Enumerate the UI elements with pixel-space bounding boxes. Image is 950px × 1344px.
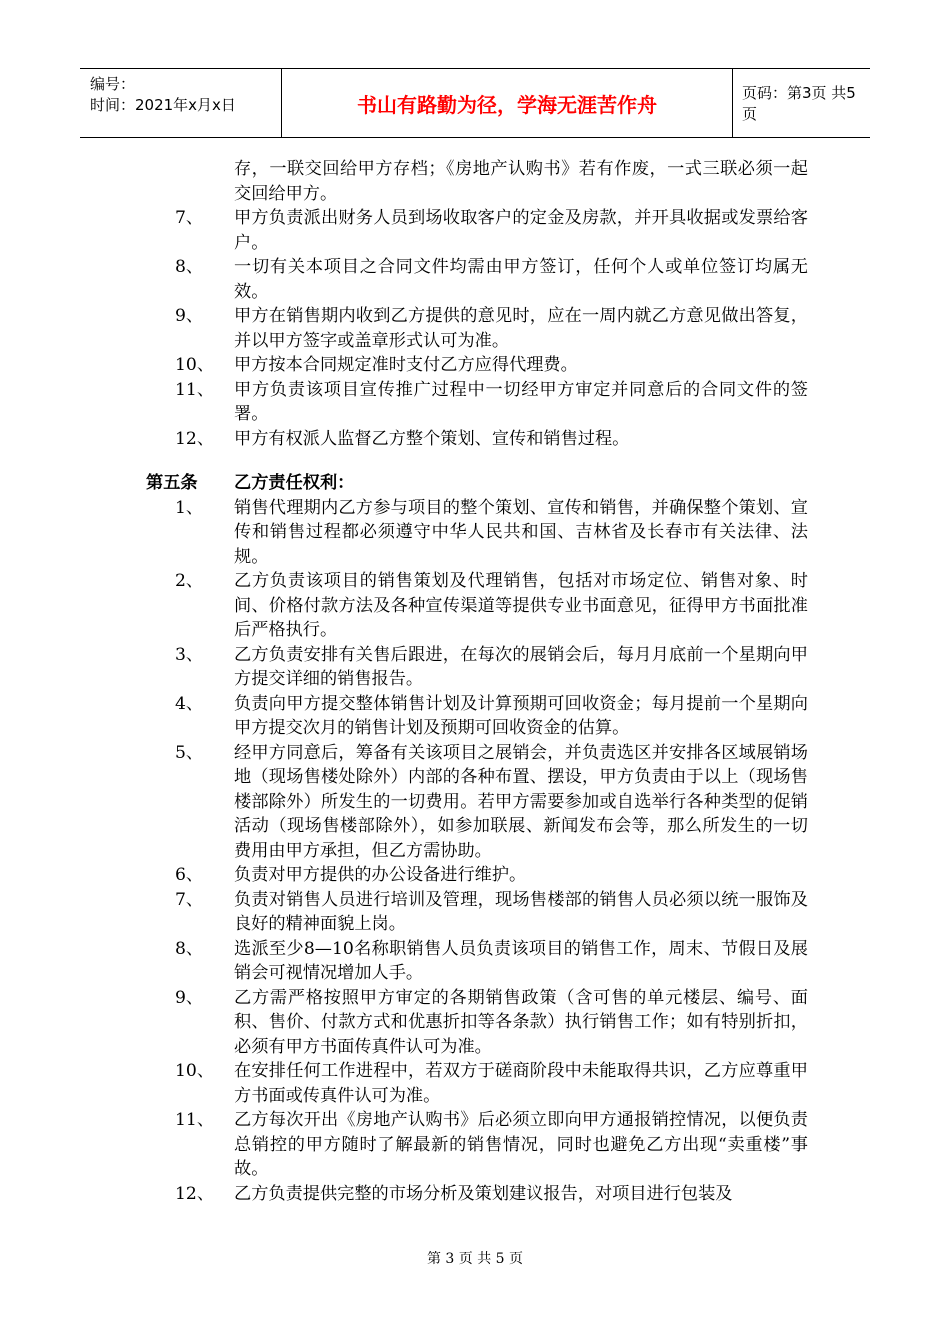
item-text: 负责向甲方提交整体销售计划及计算预期可回收资金；每月提前一个星期向甲方提交次月的销售计划及预期可回收资金的估算。 xyxy=(234,693,808,738)
item-text: 选派至少8—10名称职销售人员负责该项目的销售工作，周末、节假日及展销会可视情况增加人手。 xyxy=(234,938,808,983)
list-item xyxy=(0,255,950,304)
list-item xyxy=(0,643,950,692)
header-meta xyxy=(80,69,280,137)
continuation-paragraph xyxy=(0,157,950,206)
item-text: 乙方负责该项目的销售策划及代理销售，包括对市场定位、销售对象、时间、价格付款方法及各种宣传渠道等提供专业书面意见，征得甲方书面批准后严格执行。 xyxy=(234,571,808,640)
page-footer: 第 3 页 共 5 页 xyxy=(426,1251,524,1267)
date-label: 时间：2021年x月x日 xyxy=(90,96,236,114)
list-item xyxy=(0,692,950,741)
list-item xyxy=(0,1059,950,1108)
item-number: 10、 xyxy=(175,1061,215,1081)
list-item xyxy=(0,353,950,378)
article-title: 乙方责任权利： xyxy=(234,473,355,493)
item-number: 1、 xyxy=(175,497,204,518)
item-number: 3、 xyxy=(175,644,204,665)
item-text: 负责对销售人员进行培训及管理，现场售楼部的销售人员必须以统一服饰及良好的精神面貌上岗。 xyxy=(234,889,808,934)
item-text: 甲方负责派出财务人员到场收取客户的定金及房款，并开具收据或发票给客户。 xyxy=(234,208,808,253)
continuation-text: 存，一联交回给甲方存档；《房地产认购书》若有作废，一式三联必须一起交回给甲方。 xyxy=(234,159,808,204)
item-text: 甲方有权派人监督乙方整个策划、宣传和销售过程。 xyxy=(234,428,630,449)
code-label: 编号： xyxy=(90,75,136,93)
item-number: 5、 xyxy=(175,742,204,763)
item-number: 10、 xyxy=(175,355,215,375)
item-number: 9、 xyxy=(175,987,204,1008)
list-item xyxy=(0,1182,950,1207)
list-item xyxy=(0,496,950,570)
item-text: 乙方负责提供完整的市场分析及策划建议报告，对项目进行包装及 xyxy=(234,1183,733,1204)
item-text: 一切有关本项目之合同文件均需由甲方签订，任何个人或单位签订均属无效。 xyxy=(234,257,808,302)
item-number: 7、 xyxy=(175,889,204,910)
item-text: 乙方每次开出《房地产认购书》后必须立即向甲方通报销控情况，以便负责总销控的甲方随时了解最新的销售情况，同时也避免乙方出现“卖重楼”事故。 xyxy=(234,1110,808,1179)
item-text: 在安排任何工作进程中，若双方于磋商阶段中未能取得共识，乙方应尊重甲方书面或传真件认可为准。 xyxy=(234,1061,808,1106)
item-number: 12、 xyxy=(175,1183,215,1204)
item-number: 8、 xyxy=(175,257,204,277)
list-item xyxy=(0,741,950,864)
item-text: 乙方负责安排有关售后跟进，在每次的展销会后，每月月底前一个星期向甲方提交详细的销售报告。 xyxy=(234,644,808,689)
item-number: 6、 xyxy=(175,865,204,885)
article-heading xyxy=(0,471,950,496)
list-item xyxy=(0,206,950,255)
list-item xyxy=(0,569,950,643)
item-number: 8、 xyxy=(175,938,204,959)
header-motto: 书山有路勤为径，学海无涯苦作舟 xyxy=(281,69,733,137)
list-item xyxy=(0,1108,950,1182)
page-header xyxy=(80,68,870,138)
list-item xyxy=(0,888,950,937)
spacer xyxy=(0,451,950,471)
item-number: 7、 xyxy=(175,208,204,228)
item-text: 乙方需严格按照甲方审定的各期销售政策（含可售的单元楼层、编号、面积、售价、付款方式和优惠折扣等各条款）执行销售工作；如有特别折扣，必须有甲方书面传真件认可为准。 xyxy=(234,987,808,1057)
item-text: 甲方负责该项目宣传推广过程中一切经甲方审定并同意后的合同文件的签署。 xyxy=(234,379,808,424)
item-text: 甲方在销售期内收到乙方提供的意见时，应在一周内就乙方意见做出答复，并以甲方签字或盖章形式认可为准。 xyxy=(234,306,808,351)
item-text: 甲方按本合同规定准时支付乙方应得代理费。 xyxy=(234,355,578,375)
section5-list xyxy=(0,496,950,1207)
list-item xyxy=(0,378,950,427)
item-text: 销售代理期内乙方参与项目的整个策划、宣传和销售，并确保整个策划、宣传和销售过程都必须遵守中华人民共和国、吉林省及长春市有关法律、法规。 xyxy=(234,497,808,567)
item-number: 12、 xyxy=(175,428,215,449)
list-item xyxy=(0,863,950,888)
list-item xyxy=(0,986,950,1060)
article-number: 第五条 xyxy=(146,473,198,493)
list-item xyxy=(0,427,950,452)
item-text: 经甲方同意后，筹备有关该项目之展销会，并负责选区并安排各区域展销场地（现场售楼处除外）内部的各种布置、摆设，甲方负责由于以上（现场售楼部除外）所发生的一切费用。若甲方需要参加或自选举行各种类型的促销活动（现场售楼部除外），如参加联展、新闻发布会等，那么所发生的一切费用由甲方承担，但乙方需协助。 xyxy=(234,742,808,861)
item-number: 4、 xyxy=(175,693,204,714)
list-item xyxy=(0,937,950,986)
header-page-info: 页码：第3页 共5页 xyxy=(742,84,856,123)
item-number: 11、 xyxy=(175,1110,215,1130)
list-item xyxy=(0,304,950,353)
item-number: 9、 xyxy=(175,306,204,326)
item-number: 11、 xyxy=(175,379,215,400)
document-body xyxy=(0,157,950,1206)
item-text: 负责对甲方提供的办公设备进行维护。 xyxy=(234,865,527,885)
item-number: 2、 xyxy=(175,571,204,591)
section4-list xyxy=(0,206,950,451)
